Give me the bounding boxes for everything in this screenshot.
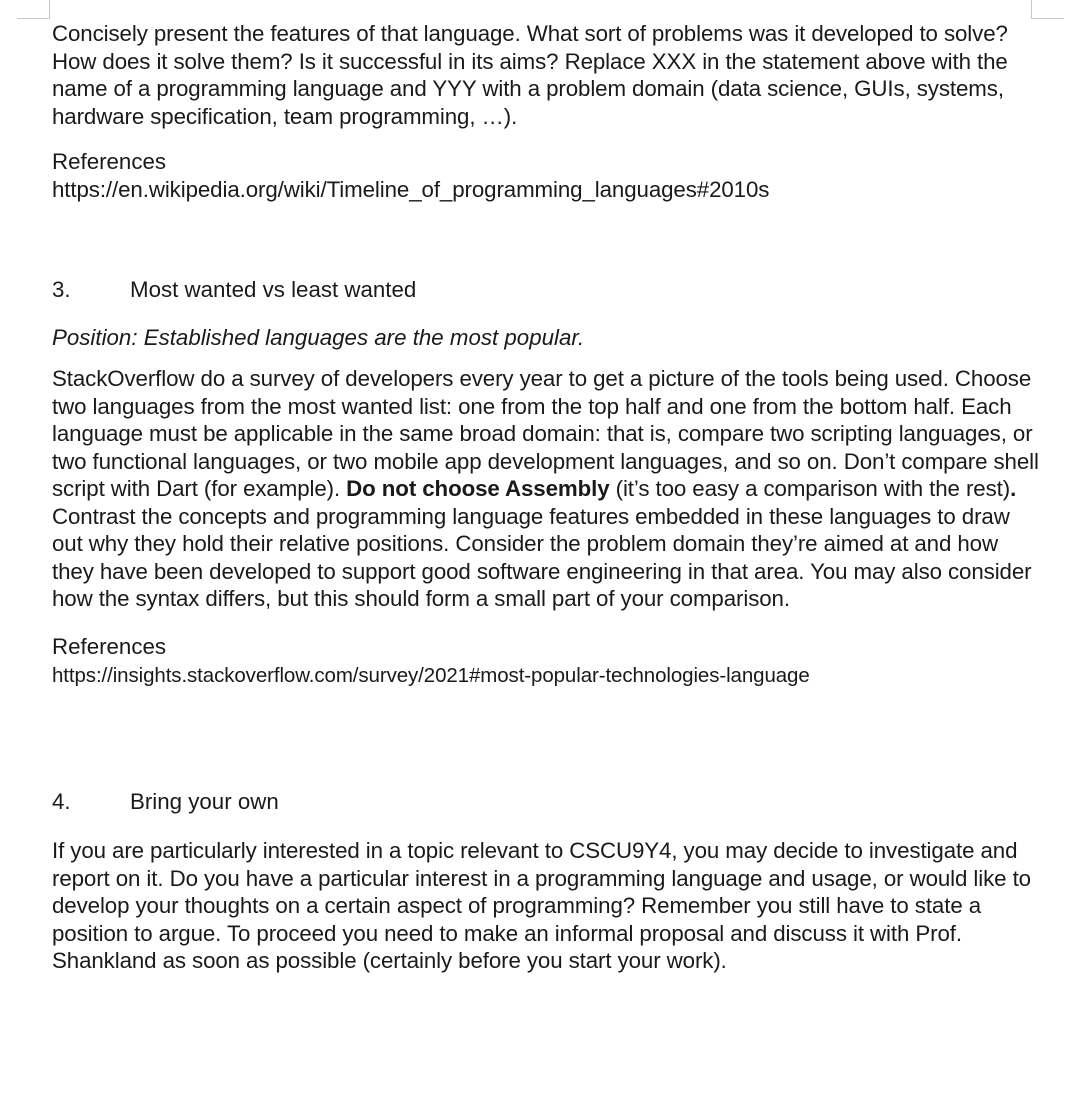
section-3-references-label: References	[52, 633, 167, 659]
section-4-heading	[52, 788, 1042, 816]
section-3-title: Most wanted vs least wanted	[130, 277, 417, 302]
section-3-body-bold: Do not choose Assembly	[346, 476, 610, 501]
section-3-position: Position: Established languages are the most popular.	[52, 324, 585, 350]
intro-paragraph: Concisely present the features of that language. What sort of problems was it developed to solve? How does it solve them? Is it successful in its aims? Replace XXX in the statement above with the name of a programming language and YYY with a problem domain (data science, GUIs, systems, hardware specification, team programming, …).	[52, 21, 1008, 129]
intro-references-link[interactable]: https://en.wikipedia.org/wiki/Timeline_of_programming_languages#2010s	[52, 176, 770, 202]
section-3-body-part2: (it’s too easy a comparison with the rest)	[609, 476, 1011, 501]
section-3-body	[52, 365, 1042, 613]
section-3-heading	[52, 276, 1042, 304]
page-corner-mark-right	[1031, 0, 1064, 19]
intro-references-label: References	[52, 149, 167, 174]
page-corner-mark-left	[17, 0, 50, 19]
section-4-body: If you are particularly interested in a topic relevant to CSCU9Y4, you may decide to investigate and report on it. Do you have a particular interest in a programming language and usage, or would like to develop your thoughts on a certain aspect of programming? Remember you still have to state a position to argue. To proceed you need to make an informal proposal and discuss it with Prof. Shankland as soon as possible (certainly before you start your work).	[52, 838, 1031, 973]
section-3-body-bold-period: .	[1010, 476, 1017, 501]
document-page	[52, 20, 1042, 975]
section-3-number: 3.	[52, 277, 71, 302]
section-4-title: Bring your own	[130, 788, 279, 814]
section-3-body-part1: StackOverflow do a survey of developers every year to get a picture of the tools being used. Choose two languages from the most wanted list: one from the top half and one from the bottom half. Each language must be applicable in the same broad domain: that is, compare two scripting languages, or two functional languages, or two mobile app development languages, and so on. Don’t compare shell script with Dart (for example).	[52, 366, 1039, 501]
section-4-number: 4.	[52, 788, 71, 814]
section-3-references-link[interactable]: https://insights.stackoverflow.com/survey/2021#most-popular-technologies-language	[52, 664, 810, 687]
section-3-body-part3: Contrast the concepts and programming language features embedded in these languages to draw out why they hold their relative positions. Consider the problem domain they’re aimed at and how they have been developed to support good software engineering in that area. You may also consider how the syntax differs, but this should form a small part of your comparison.	[52, 503, 1032, 611]
